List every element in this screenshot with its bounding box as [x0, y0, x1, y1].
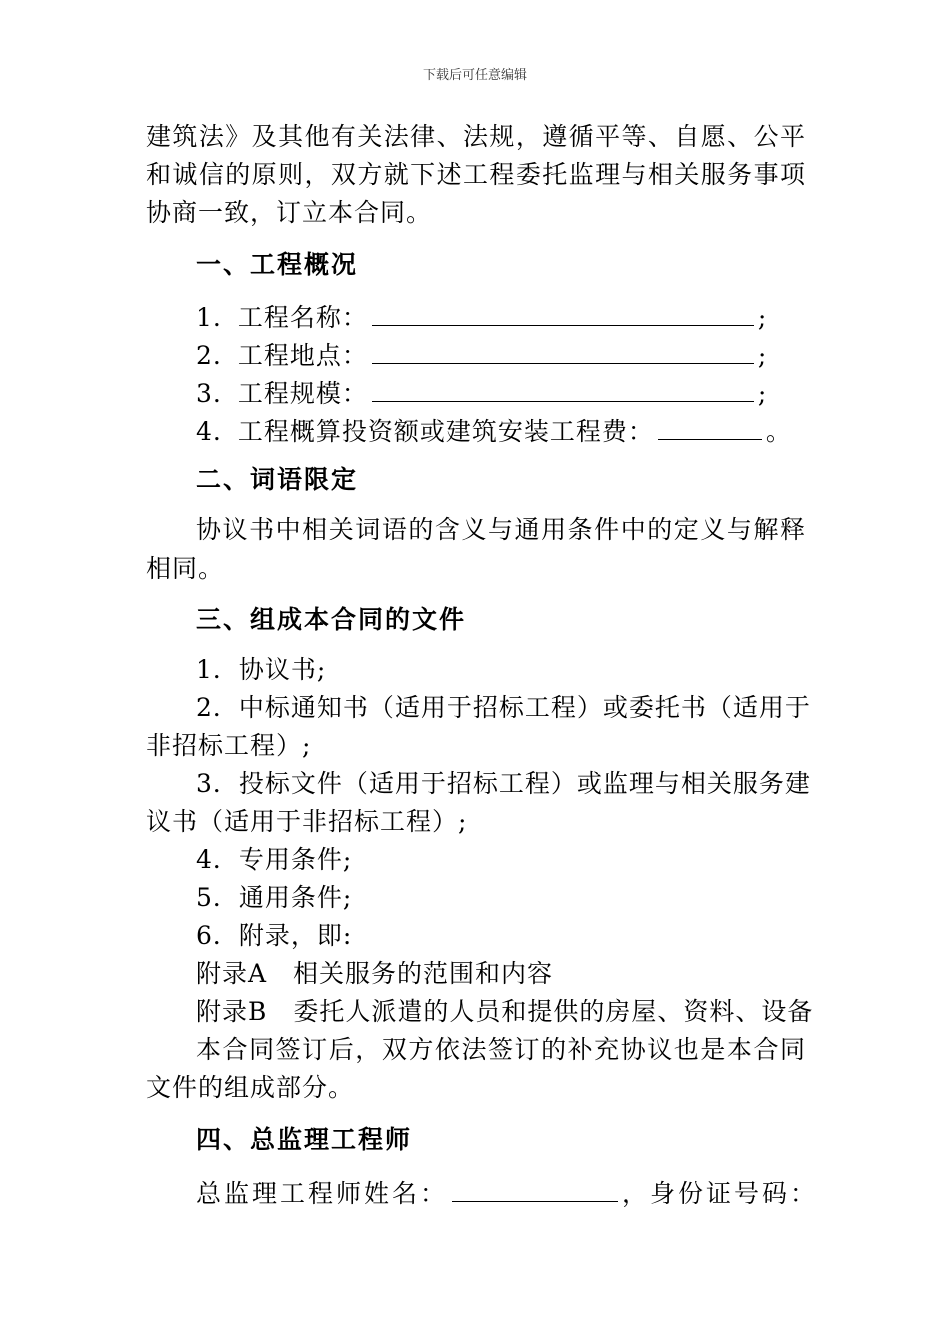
section-3-title: 三、组成本合同的文件 [196, 605, 467, 634]
section-4-title: 四、总监理工程师 [196, 1125, 413, 1154]
project-name-blank[interactable] [372, 299, 754, 326]
doc-item-3-line-2: 议书（适用于非招标工程）; [146, 807, 468, 836]
section-1-title: 一、工程概况 [196, 250, 359, 279]
chief-engineer-name-label: 总监理工程师姓名： [196, 1179, 449, 1208]
intro-line-3: 协商一致，订立本合同。 [146, 198, 433, 227]
chief-engineer-row [196, 1175, 819, 1210]
item-end-punct: ; [757, 341, 768, 370]
section-2-line-1: 协议书中相关词语的含义与通用条件中的定义与解释 [196, 515, 806, 544]
chief-engineer-name-blank[interactable] [452, 1175, 618, 1202]
item-number: 1. [196, 303, 222, 332]
project-location-row [196, 337, 806, 372]
doc-item-4: 4．专用条件; [196, 845, 353, 874]
section-2-title: 二、词语限定 [196, 465, 359, 494]
project-cost-label: 工程概算投资额或建筑安装工程费： [237, 417, 654, 446]
section-2-line-2: 相同。 [146, 554, 225, 583]
project-scale-blank[interactable] [372, 375, 754, 402]
id-number-label: ，身份证号码： [622, 1179, 819, 1208]
project-scale-row [196, 375, 806, 410]
doc-item-3-line-1: 3．投标文件（适用于招标工程）或监理与相关服务建 [196, 769, 811, 798]
doc-item-6: 6．附录，即: [196, 921, 353, 950]
item-number: 2. [196, 341, 222, 370]
item-end-punct: 。 [765, 417, 792, 446]
appendix-a: 附录A 相关服务的范围和内容 [196, 959, 554, 988]
supplement-line-1: 本合同签订后，双方依法签订的补充协议也是本合同 [196, 1035, 806, 1064]
project-name-label: 工程名称： [237, 303, 368, 332]
project-location-blank[interactable] [372, 337, 754, 364]
appendix-b: 附录B 委托人派遣的人员和提供的房屋、资料、设备 [196, 997, 814, 1026]
item-end-punct: ; [757, 379, 768, 408]
doc-item-5: 5．通用条件; [196, 883, 353, 912]
page-header-note: 下载后可任意编辑 [422, 68, 527, 83]
project-name-row [196, 299, 806, 334]
project-cost-row [196, 413, 806, 448]
intro-line-2: 和诚信的原则，双方就下述工程委托监理与相关服务事项 [146, 160, 806, 189]
project-location-label: 工程地点： [237, 341, 368, 370]
project-cost-blank[interactable] [658, 413, 762, 440]
doc-item-2-line-2: 非招标工程）; [146, 731, 312, 760]
doc-item-2-line-1: 2．中标通知书（适用于招标工程）或委托书（适用于 [196, 693, 811, 722]
item-number: 4. [196, 417, 222, 446]
item-end-punct: ; [757, 303, 768, 332]
item-number: 3. [196, 379, 222, 408]
supplement-line-2: 文件的组成部分。 [146, 1073, 355, 1102]
project-scale-label: 工程规模： [237, 379, 368, 408]
intro-line-1: 建筑法》及其他有关法律、法规，遵循平等、自愿、公平 [146, 122, 806, 151]
doc-item-1: 1．协议书; [196, 655, 327, 684]
